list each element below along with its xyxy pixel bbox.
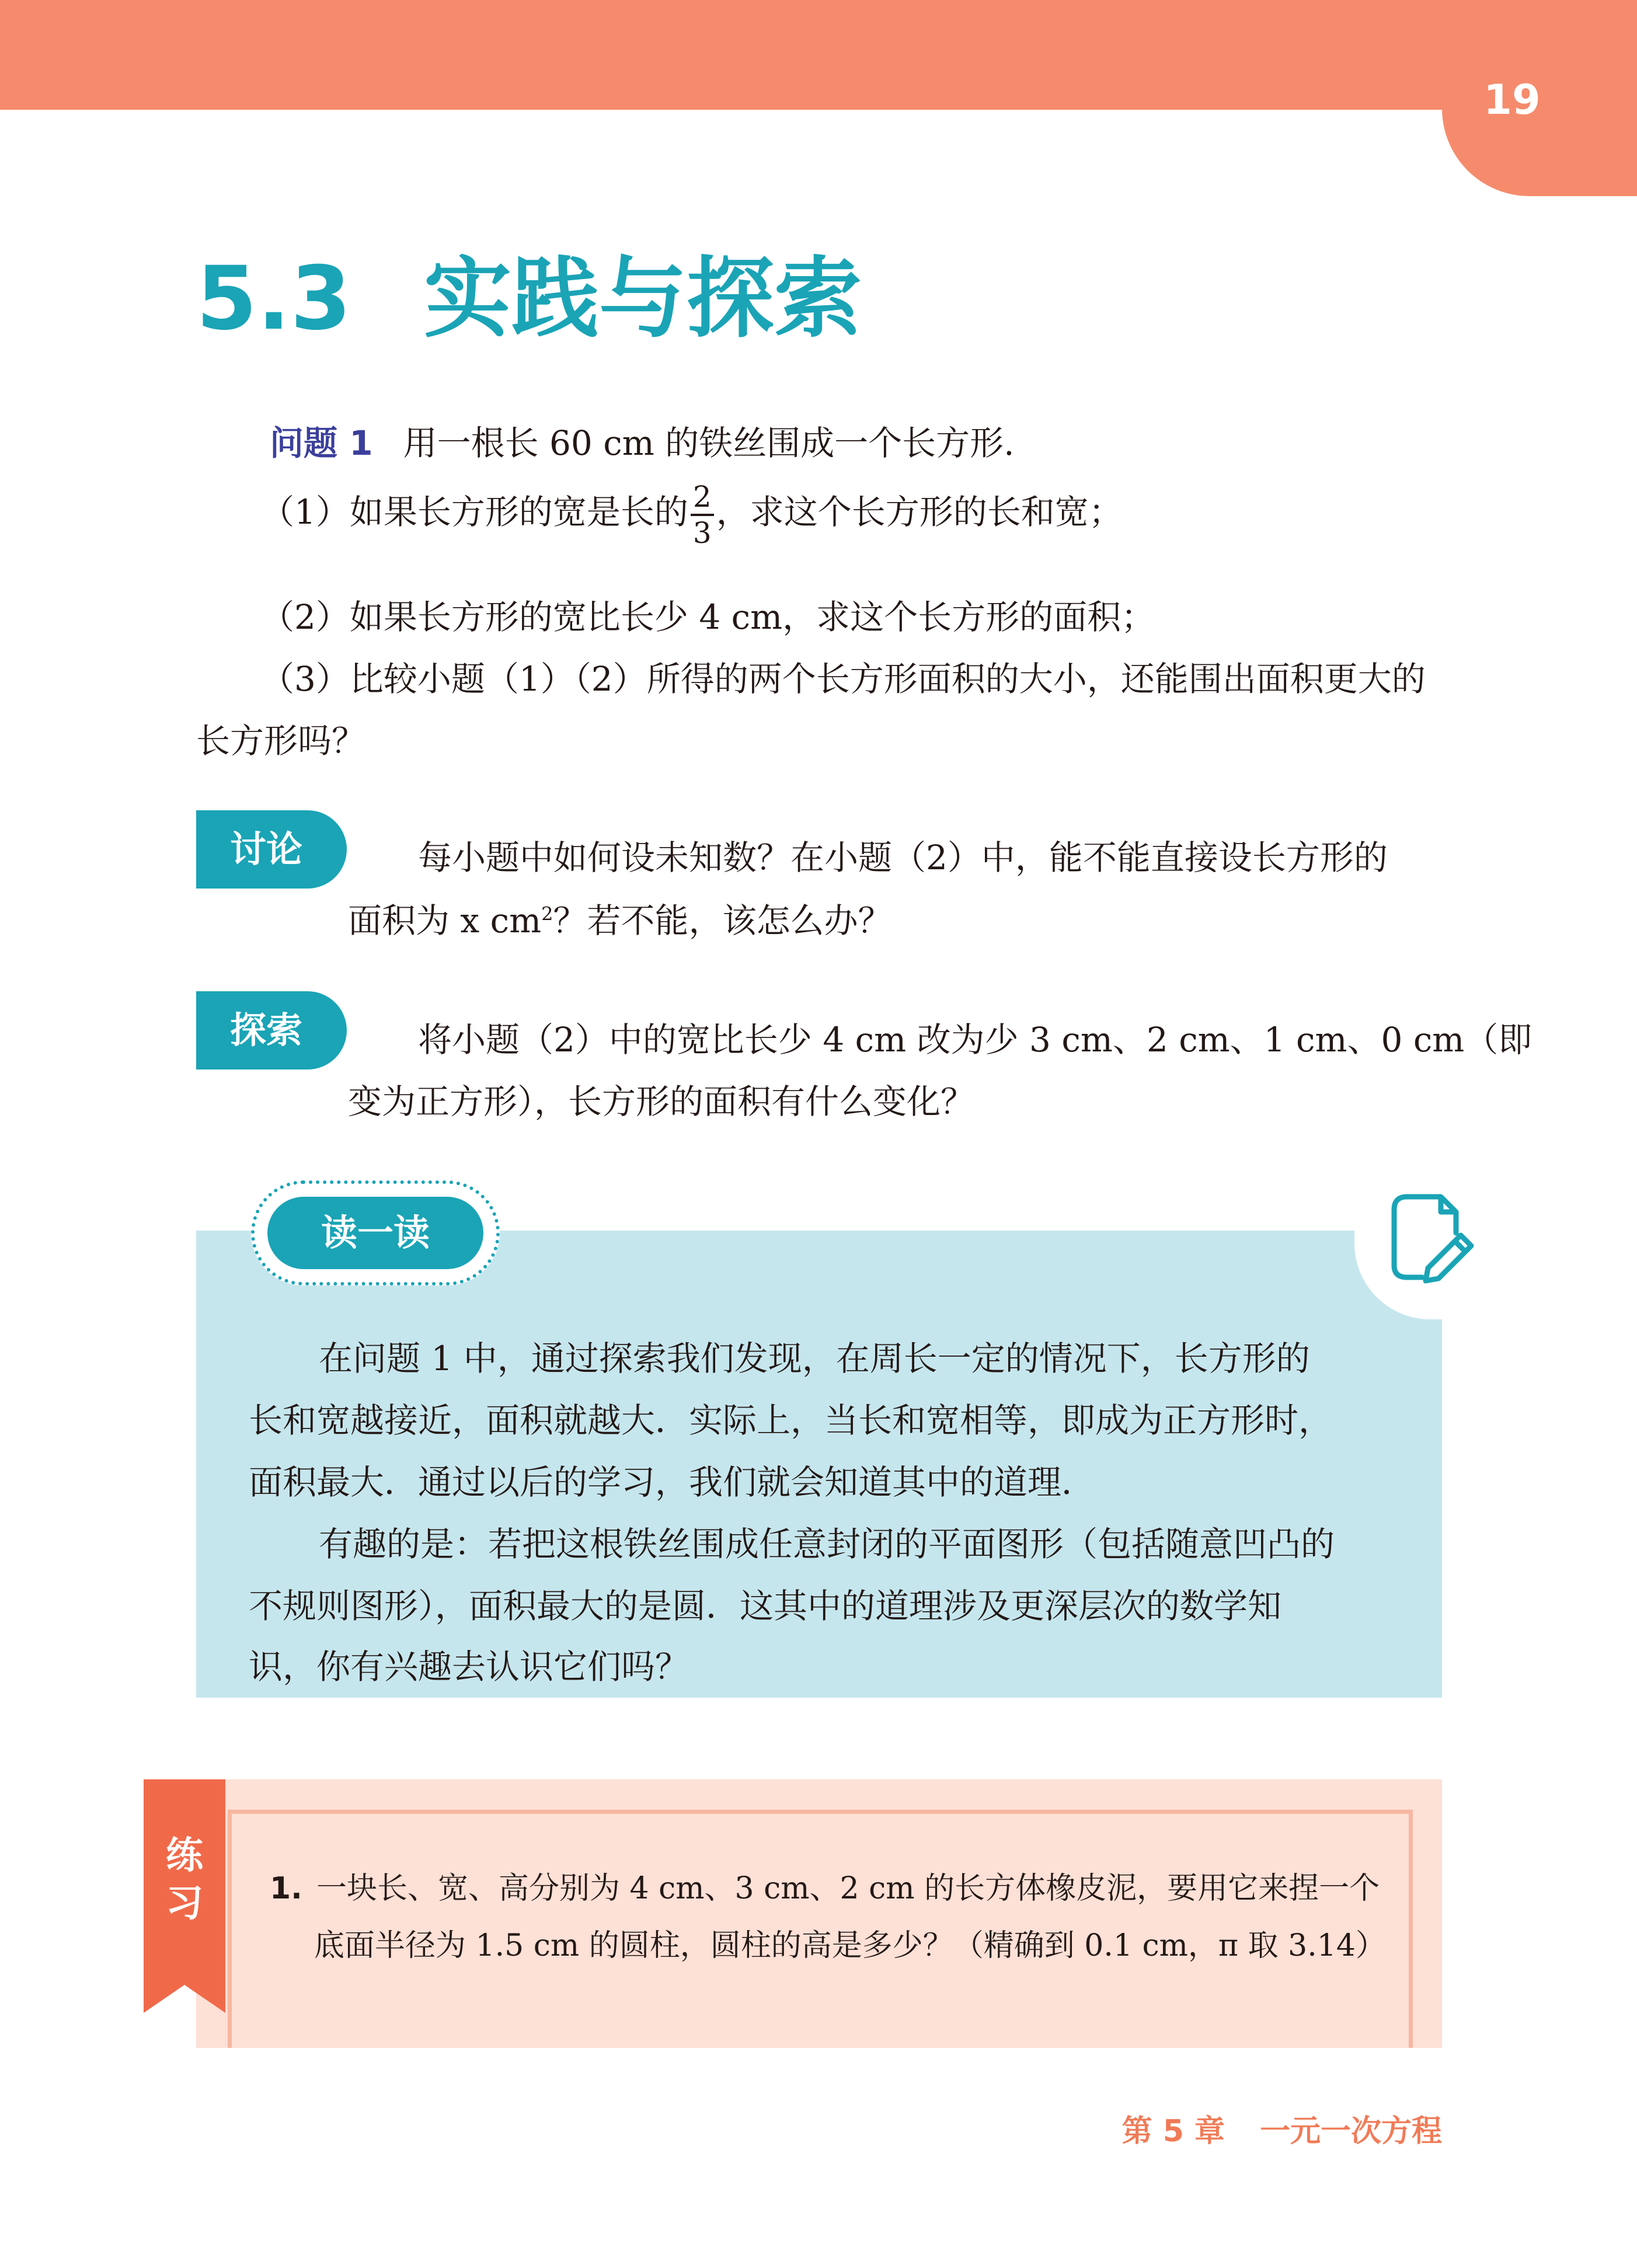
exercise-item-line-1	[270, 1863, 1380, 1907]
explore-line-2: 变为正方形），长方形的面积有什么变化？	[348, 1082, 975, 1121]
problem-stem-line	[270, 416, 1015, 465]
discuss-line-2	[348, 893, 891, 942]
fraction-two-thirds	[691, 482, 714, 548]
header-band	[0, 0, 1637, 110]
reading-line-6: 识，你有兴趣去认识它们吗？	[249, 1647, 689, 1687]
section-title	[196, 228, 862, 354]
superscript-two: 2	[541, 903, 553, 925]
discuss-tag: 讨论	[196, 810, 347, 889]
explore-line-1: 将小题（2）中的宽比长少 4 cm 改为少 3 cm、2 cm、1 cm、0 cm（即	[418, 1020, 1532, 1060]
problem-question-3-line-1: （3）比较小题（1）（2）所得的两个长方形面积的大小，还能围出面积更大的	[260, 659, 1426, 699]
question-1-suffix: ，求这个长方形的长和宽；	[716, 492, 1123, 532]
explore-tag: 探索	[196, 991, 347, 1069]
reading-line-1: 在问题 1 中，通过探索我们发现，在周长一定的情况下，长方形的	[319, 1339, 1310, 1378]
question-1-prefix: （1）如果长方形的宽是长的	[260, 492, 688, 532]
footer-chapter: 第 5 章	[1121, 2114, 1225, 2149]
note-edit-icon	[1384, 1191, 1477, 1284]
problem-stem: 用一根长 60 cm 的铁丝围成一个长方形.	[403, 423, 1015, 463]
exercise-item-text-1: 一块长、宽、高分别为 4 cm、3 cm、2 cm 的长方体橡皮泥，要用它来捏一个	[316, 1871, 1380, 1906]
chapter-footer	[1086, 2106, 1442, 2150]
reading-badge: 读一读	[267, 1197, 483, 1269]
section-number: 5.3	[196, 248, 351, 350]
discuss-line-1: 每小题中如何设未知数？在小题（2）中，能不能直接设长方形的	[418, 838, 1388, 877]
exercise-label-char-1: 练	[166, 1834, 203, 1877]
reading-line-2: 长和宽越接近，面积就越大．实际上，当长和宽相等，即成为正方形时，	[249, 1400, 1333, 1440]
problem-label: 问题 1	[270, 423, 373, 463]
reading-line-4: 有趣的是：若把这根铁丝围成任意封闭的平面图形（包括随意凹凸的	[319, 1524, 1335, 1564]
discuss-line-2-tail: ？若不能，该怎么办？	[553, 901, 892, 940]
exercise-item-number: 1.	[270, 1871, 302, 1906]
exercise-item-line-2: 底面半径为 1.5 cm 的圆柱，圆柱的高是多少？（精确到 0.1 cm，π 取 3.14）	[314, 1928, 1386, 1963]
footer-chapter-title: 一元一次方程	[1259, 2114, 1442, 2149]
page-number: 19	[1483, 76, 1541, 124]
fraction-denominator: 3	[692, 516, 712, 550]
reading-line-5: 不规则图形），面积最大的是圆．这其中的道理涉及更深层次的数学知	[249, 1586, 1282, 1626]
exercise-label-char-2: 习	[166, 1882, 203, 1925]
problem-question-2: （2）如果长方形的宽比长少 4 cm，求这个长方形的面积；	[260, 597, 1155, 637]
problem-question-3-line-2: 长方形吗？	[196, 721, 366, 761]
reading-line-3: 面积最大．通过以后的学习，我们就会知道其中的道理．	[249, 1462, 1096, 1502]
problem-question-1	[260, 482, 1123, 548]
exercise-label	[144, 1832, 225, 1928]
discuss-line-2-text: 面积为 x cm	[348, 901, 542, 940]
fraction-numerator: 2	[691, 482, 714, 516]
section-title-text: 实践与探索	[424, 248, 862, 350]
